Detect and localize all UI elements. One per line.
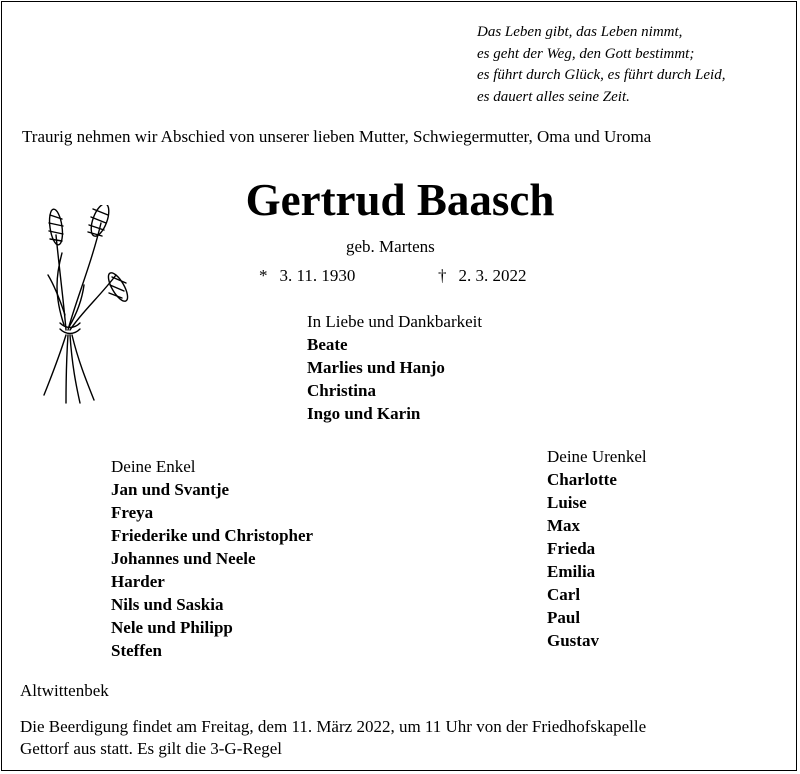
- list-item: Harder: [111, 572, 165, 591]
- list-item: Jan und Svantje: [111, 480, 230, 499]
- birth-symbol: *: [259, 266, 268, 285]
- list-item: Nele und Philipp: [111, 618, 233, 637]
- list-item: Max: [547, 516, 581, 535]
- list-item: Marlies und Hanjo: [307, 358, 445, 377]
- wheat-bundle-icon: [36, 205, 136, 410]
- poem-line: es führt durch Glück, es führt durch Leid,: [477, 67, 726, 83]
- list-item: Christina: [307, 381, 376, 400]
- funeral-line: Die Beerdigung findet am Freitag, dem 11. März 2022, um 11 Uhr von der Friedhofskapelle: [20, 717, 647, 736]
- grandchildren-heading: Deine Enkel: [111, 457, 196, 476]
- birth-date: 3. 11. 1930: [279, 266, 356, 285]
- list-item: Frieda: [547, 539, 596, 558]
- grandchildren-list: [111, 455, 313, 662]
- list-item: Beate: [307, 335, 348, 354]
- great-grandchildren-list: [547, 445, 647, 652]
- poem-line: Das Leben gibt, das Leben nimmt,: [477, 24, 683, 40]
- place-name: Altwittenbek: [20, 681, 109, 700]
- life-dates: [259, 266, 527, 286]
- poem: [477, 22, 725, 108]
- list-item: Johannes und Neele: [111, 549, 256, 568]
- death-date: 2. 3. 2022: [458, 266, 527, 285]
- death-symbol: †: [438, 266, 447, 285]
- list-item: Gustav: [547, 631, 599, 650]
- maiden-name: geb. Martens: [346, 237, 435, 256]
- intro-text: Traurig nehmen wir Abschied von unserer lieben Mutter, Schwiegermutter, Oma und Uroma: [22, 127, 652, 146]
- great-grandchildren-heading: Deine Urenkel: [547, 447, 647, 466]
- list-item: Charlotte: [547, 470, 617, 489]
- list-item: Steffen: [111, 641, 162, 660]
- poem-line: es dauert alles seine Zeit.: [477, 88, 630, 105]
- list-item: Nils und Saskia: [111, 595, 224, 614]
- funeral-notice: [20, 716, 646, 760]
- funeral-line: Gettorf aus statt. Es gilt die 3-G-Regel: [20, 739, 283, 758]
- list-item: Friederike und Christopher: [111, 526, 314, 545]
- list-item: Ingo und Karin: [307, 404, 421, 423]
- list-item: Luise: [547, 493, 587, 512]
- list-item: Freya: [111, 503, 154, 522]
- list-item: Carl: [547, 585, 581, 604]
- list-item: Paul: [547, 608, 581, 627]
- poem-line: es geht der Weg, den Gott bestimmt;: [477, 45, 695, 62]
- children-heading: In Liebe und Dankbarkeit: [307, 312, 483, 331]
- list-item: Emilia: [547, 562, 596, 581]
- death-group: [438, 266, 527, 286]
- deceased-name: Gertrud Baasch: [245, 175, 555, 225]
- children-list: [307, 310, 482, 425]
